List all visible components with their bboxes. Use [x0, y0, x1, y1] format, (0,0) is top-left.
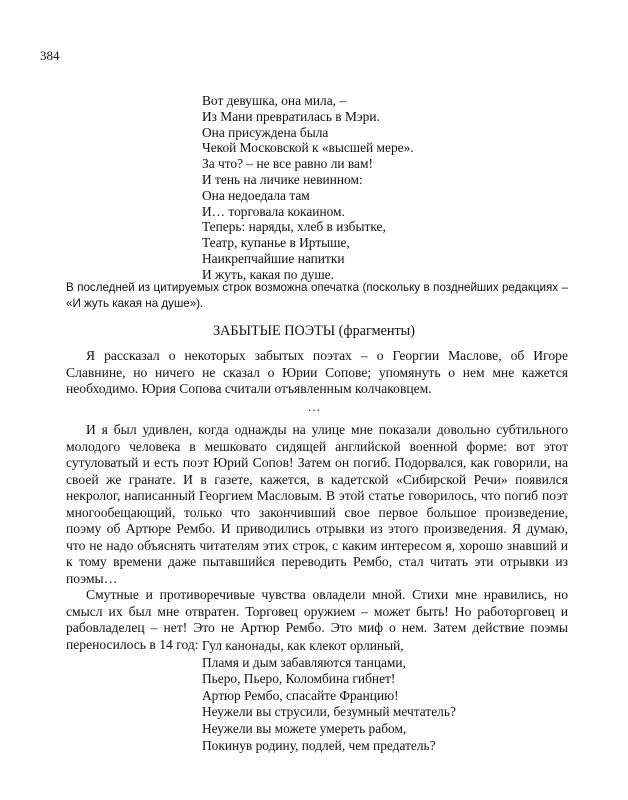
poem-line: И жуть, какая по душе. — [202, 266, 334, 282]
footnote: В последней из цитируемых строк возможна опечатка (поскольку в позднейших редакциях – «И жуть какая на душе»). — [66, 281, 568, 310]
poem-line: Театр, купанье в Иртыше, — [202, 235, 350, 251]
paragraph: И я был удивлен, когда однажды на улице мне показали довольно субтильного молодого человека в мешковато сидящей английской военной форме: вот этот сутуловатый и есть поэт Юрий Сопов! Затем он погиб. Подорвался, как говорили, на своей же гранате. И в газете, кажется, в кадетской «Сибирской Речи» появился некролог, написанный Георгием Масловым. В этой статье говорилось, что погиб поэт многообещающий, только что закончивший свое первое большое произведение, поэму об Артюре Рембо. И приводились отрывки из этого произведения. Я думаю, что не надо объяснять читателям этих строк, с каким интересом я, хорошо знавший и к тому времени даже пытавшийся переводить Рембо, стал читать эти отрывки из поэмы… — [66, 422, 568, 586]
poem-line: Чекой Московской к «высшей мере». — [202, 140, 414, 156]
paragraph: Я рассказал о некоторых забытых поэтах – о Георгии Маслове, об Игоре Славнине, но ничего не сказал о Юрии Сопове; упомянуть о нем мне кажется необходимо. Юрия Сопова считали отъявленным колчаковцем. — [66, 348, 568, 396]
page-number: 384 — [40, 48, 60, 63]
poem-excerpt-2 — [202, 638, 456, 754]
section-title-caps: ЗАБЫТЫЕ ПОЭТЫ — [213, 323, 336, 339]
poem-line: Артюр Рембо, спасайте Францию! — [202, 687, 399, 703]
poem-line: Неужели вы можете умереть рабом, — [202, 720, 407, 736]
poem-line: Наикрепчайшие напитки — [202, 250, 345, 266]
poem-line: И… торговала кокаином. — [202, 203, 345, 219]
poem-line: Пламя и дым забавляются танцами, — [202, 654, 406, 670]
poem-line: И тень на личике невинном: — [202, 171, 363, 187]
poem-line: Из Мани превратилась в Мэри. — [202, 108, 380, 124]
section-title — [0, 322, 628, 340]
poem-line: Пьеро, Пьеро, Коломбина гибнет! — [202, 671, 396, 687]
poem-line: Она недоедала там — [202, 187, 310, 203]
poem-excerpt-1 — [202, 93, 414, 283]
poem-line: За что? – не все равно ли вам! — [202, 156, 373, 172]
paragraph: Смутные и противоречивые чувства овладели мной. Стихи мне нравились, но смысл их был мне отвратен. Торговец оружием – может быть! Но работорговец и рабовладелец – нет! Это не Артюр Рембо. Это миф о нем. Затем действие поэмы переносилось в 14 год: — [66, 587, 568, 652]
poem-line: Покинув родину, подлей, чем предатель? — [202, 737, 436, 753]
section-title-subtitle: (фрагменты) — [335, 323, 415, 339]
poem-line: Гул канонады, как клекот орлиный, — [202, 638, 404, 653]
ellipsis-separator: … — [307, 399, 321, 414]
poem-line: Теперь: наряды, хлеб в избытке, — [202, 219, 386, 235]
poem-line: Она присуждена была — [202, 124, 329, 140]
poem-line: Вот девушка, она мила, – — [202, 93, 347, 108]
main-text — [66, 422, 568, 653]
poem-line: Неужели вы струсили, безумный мечтатель? — [202, 704, 456, 720]
intro-text — [66, 348, 568, 398]
